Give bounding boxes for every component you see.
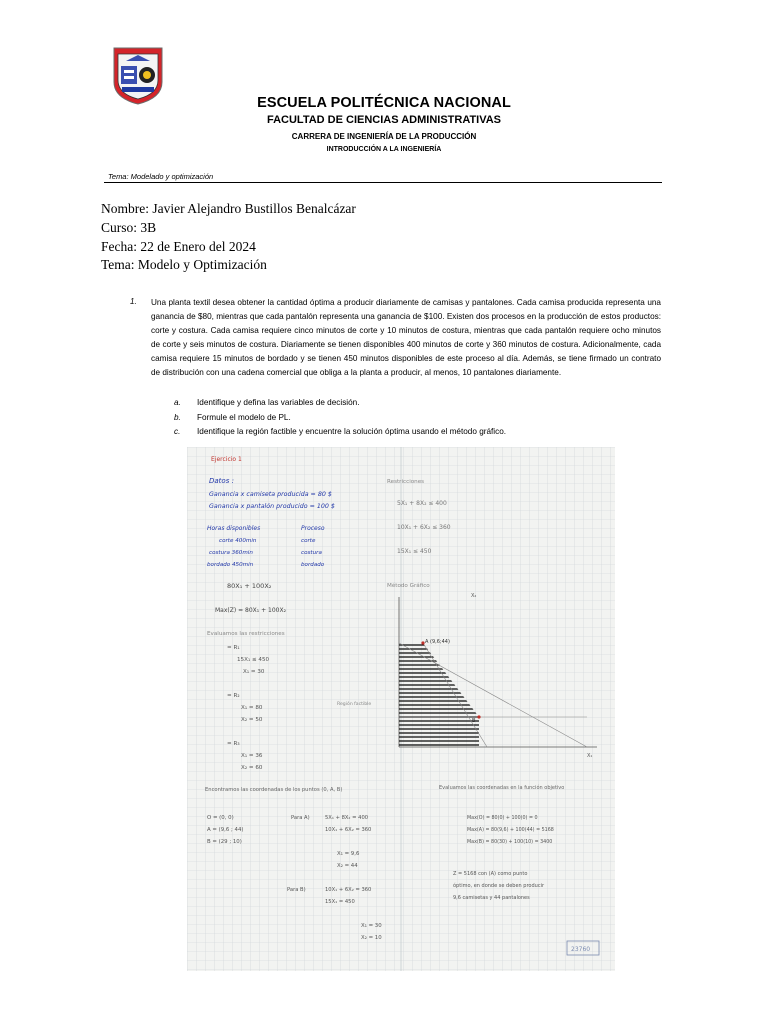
graph-axis-x: X₁: [587, 753, 593, 759]
notes-e1-c: X₁ = 30: [243, 669, 265, 675]
notes-fo-title: Evaluamos las coordenadas en la función objetivo: [439, 785, 565, 791]
student-name: Nombre: Javier Alejandro Bustillos Benalcázar: [101, 201, 356, 216]
notes-sys-b-sol-2: X₂ = 10: [361, 935, 382, 941]
notes-sys-b-label: Para B): [287, 887, 306, 893]
notes-sys-b-sol-1: X₁ = 30: [361, 923, 382, 929]
notes-concl-1: Z = 5168 con (A) como punto: [453, 871, 528, 877]
notes-fo2: Max(Z) = 80X₁ + 100X₂: [215, 607, 286, 614]
graph-label-b: B: [472, 718, 476, 724]
notes-g2: Ganancia x pantalón producido = 100 $: [209, 503, 335, 510]
student-topic: Tema: Modelo y Optimización: [101, 257, 267, 272]
notes-fo-eval-b: Max(B) = 80(30) + 100(10) = 3400: [467, 840, 553, 845]
notes-coords-title: Encontramos las coordenadas de los puntos (0, A, B): [205, 787, 343, 793]
career-name: CARRERA DE INGENIERÍA DE LA PRODUCCIÓN: [291, 132, 477, 141]
notes-r3: 15X₁ ≤ 450: [397, 548, 432, 555]
notes-horas-header: Horas disponibles: [207, 525, 261, 532]
notes-r2: 10X₁ + 6X₂ ≤ 360: [397, 524, 451, 531]
notes-proc-1: corte: [301, 538, 316, 544]
notes-sys-a-label: Para A): [291, 815, 310, 821]
notes-sys-a-1: 5X₁ + 8X₂ = 400: [325, 815, 369, 821]
notes-e2-a: = R₂: [227, 693, 240, 699]
notes-horas-1: corte 400min: [219, 538, 257, 544]
notes-proc-2: costura: [301, 550, 322, 556]
faculty-name: FACULTAD DE CIENCIAS ADMINISTRATIVAS: [266, 114, 502, 126]
item-letter-b: b.: [174, 413, 181, 422]
graph-label-a: A (9,6;44): [425, 639, 450, 645]
notes-point-b: B = (29 ; 10): [207, 839, 242, 845]
notes-fo-eval-a: Max(A) = 80(9,6) + 100(44) = 5168: [467, 828, 554, 833]
notes-concl-2: óptimo, en donde se deben producir: [453, 883, 545, 889]
notes-proc-header: Proceso: [301, 525, 325, 532]
notes-concl-3: 9,6 camisetas y 44 pantalones: [453, 895, 530, 901]
notes-e1-a: = R₁: [227, 645, 240, 651]
notes-point-o: O = (0, 0): [207, 815, 234, 821]
notes-fo-eval-o: Max(O) = 80(0) + 100(0) = 0: [467, 816, 538, 821]
notes-sys-a-sol-2: X₂ = 44: [337, 863, 358, 869]
item-text-c: Identifique la región factible y encuentre la solución óptima usando el método gráfico.: [197, 427, 507, 436]
notes-fo1: 80X₁ + 100X₂: [227, 582, 272, 590]
notes-datos: Datos :: [209, 477, 234, 485]
notes-e3-a: = R₃: [227, 741, 240, 747]
notes-proc-3: bordado: [301, 562, 325, 568]
notes-restr-title: Restricciones: [387, 479, 425, 485]
item-letter-c: c.: [174, 427, 181, 436]
notes-r1: 5X₁ + 8X₂ ≤ 400: [397, 500, 447, 507]
school-name: ESCUELA POLITÉCNICA NACIONAL: [257, 95, 511, 111]
notes-e2-c: X₂ = 50: [241, 717, 263, 723]
notes-sys-b-1: 10X₁ + 6X₂ = 360: [325, 887, 372, 893]
item-text-a: Identifique y defina las variables de decisión.: [197, 398, 360, 407]
notes-sys-b-2: 15X₁ = 450: [325, 899, 355, 905]
notes-point-a: A = (9,6 ; 44): [207, 827, 244, 833]
notes-sys-a-2: 10X₁ + 6X₂ = 360: [325, 827, 372, 833]
notes-title: Ejercicio 1: [211, 456, 242, 463]
handwritten-notes-photo: [187, 447, 615, 971]
item-letter-a: a.: [174, 398, 181, 407]
notes-metodo: Método Gráfico: [387, 583, 430, 589]
student-course: Curso: 3B: [101, 220, 157, 235]
course-name: INTRODUCCIÓN A LA INGENIERÍA: [326, 146, 442, 153]
notes-eval: Evaluamos las restricciones: [207, 631, 285, 637]
question-number: 1.: [130, 297, 137, 306]
notes-sys-a-sol-1: X₁ = 9,6: [337, 851, 360, 857]
student-date: Fecha: 22 de Enero del 2024: [101, 239, 256, 254]
notes-e1-b: 15X₁ ≤ 450: [237, 657, 270, 663]
notes-horas-3: bordado 450min: [207, 562, 254, 568]
notes-g1: Ganancia x camiseta producida = 80 $: [209, 491, 332, 498]
topic-line: Tema: Modelado y optimización: [104, 172, 662, 183]
notes-stamp: 23760: [571, 946, 591, 953]
graph-axis-y: X₂: [471, 593, 477, 599]
notes-horas-2: costura 360min: [209, 550, 253, 556]
notes-e2-b: X₁ = 80: [241, 705, 263, 711]
graph-region-label: Región factible: [337, 702, 372, 707]
notes-e3-c: X₂ = 60: [241, 765, 263, 771]
item-text-b: Formule el modelo de PL.: [197, 413, 291, 422]
question-text: Una planta textil desea obtener la cantidad óptima a producir diariamente de camisas y pantalones. Cada camisa producida representa una ganancia de $80, mientras que cada pantalón representa una ganancia de $100. Existen dos procesos en la producción de estos productos: corte y costura. Cada camisa requiere cinco minutos de corte y 10 minutos de costura, mientras que cada pantalón requiere ocho minutos de corte y seis minutos de costura. Diariamente se tienen disponibles 400 minutos de corte y 360 minutos de costura. Adicionalmente, cada camisa requiere 15 minutos de bordado y se tienen 450 minutos disponibles de este proceso al día. Además, se tiene firmado un contrato de distribución con una cadena comercial que obliga a la planta a producir, al menos, 10 pantalones diariamente.: [151, 298, 661, 377]
notes-e3-b: X₁ = 36: [241, 753, 263, 759]
